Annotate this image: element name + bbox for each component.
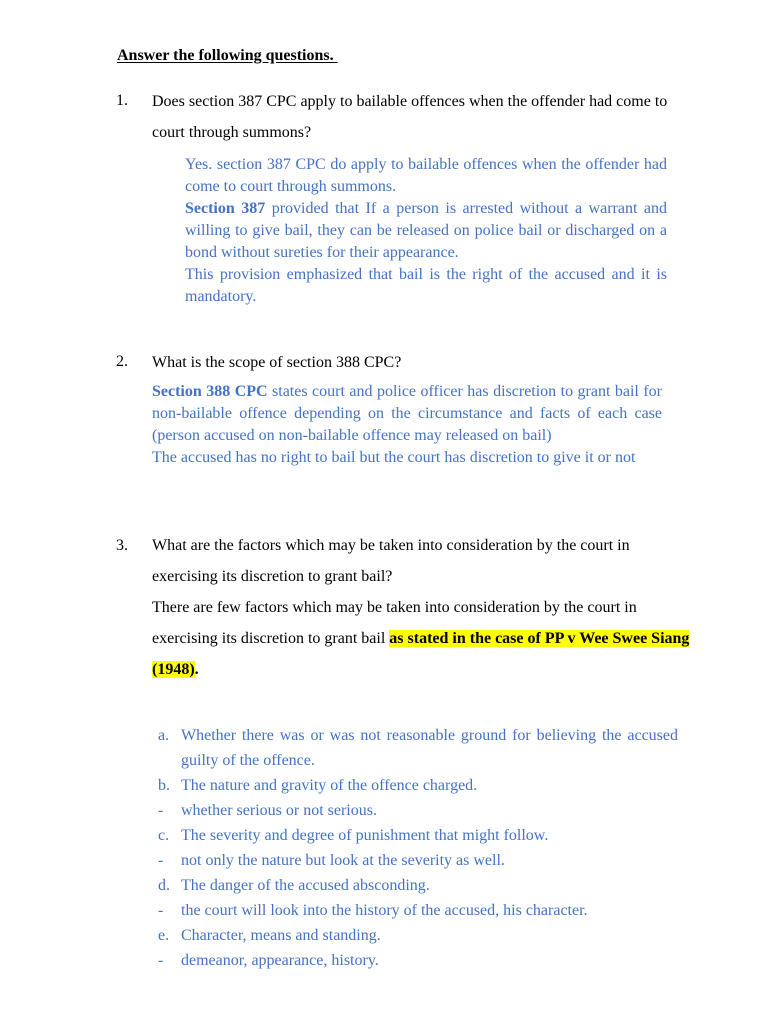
list-marker: c. — [158, 827, 170, 844]
list-item — [158, 798, 678, 823]
list-text: The danger of the accused absconding. — [181, 877, 430, 894]
list-text: whether serious or not serious. — [181, 802, 377, 819]
page-heading: Answer the following questions. — [117, 47, 338, 64]
list-text: Character, means and standing. — [181, 927, 381, 944]
question-1-number: 1. — [116, 92, 128, 109]
list-item — [158, 898, 678, 923]
list-item — [158, 948, 678, 973]
list-marker: b. — [158, 777, 170, 794]
answer-1 — [185, 154, 667, 308]
list-marker: - — [158, 802, 164, 819]
list-marker: e. — [158, 927, 170, 944]
list-text: demeanor, appearance, history. — [181, 952, 379, 969]
list-marker: - — [158, 902, 164, 919]
list-text: Whether there was or was not reasonable ground for believing the accused guilty of the offence. — [181, 727, 678, 769]
answer-1-line-2 — [185, 198, 667, 264]
list-item — [158, 823, 678, 848]
question-2-number: 2. — [116, 353, 128, 370]
list-text: the court will look into the history of the accused, his character. — [181, 902, 588, 919]
question-3-intro — [152, 592, 692, 685]
answer-1-text: provided that If a person is arrested without a warrant and willing to give bail, they can be released on police bail or discharged on a bond without sureties for their appearance. — [185, 200, 667, 261]
case-citation-highlight: as stated in the case of PP v Wee Swee Siang (1948) — [152, 630, 690, 678]
list-item — [158, 723, 678, 773]
list-item — [158, 873, 678, 898]
answer-2-line-2: The accused has no right to bail but the court has discretion to give it or not — [152, 449, 636, 466]
list-marker: - — [158, 852, 164, 869]
list-marker: - — [158, 952, 164, 969]
answer-1-bold: Section 387 — [185, 200, 266, 217]
list-text: The severity and degree of punishment that might follow. — [181, 827, 549, 844]
answer-1-line-3: This provision emphasized that bail is the right of the accused and it is mandatory. — [185, 266, 667, 305]
intro-text: There are few factors which may be taken into consideration by the court in exercising its discretion to grant bail — [152, 599, 637, 647]
answer-2-text: states court and police officer has discretion to grant bail for non-bailable offence depending on the circumstance and facts of each case (person accused on non-bailable offence may released on bail) — [152, 383, 662, 444]
list-item — [158, 773, 678, 798]
list-text: The nature and gravity of the offence charged. — [181, 777, 478, 794]
answer-2-bold: Section 388 CPC — [152, 383, 268, 400]
answer-1-line-1: Yes. section 387 CPC do apply to bailable offences when the offender had come to court through summons. — [185, 156, 667, 195]
question-1-text: Does section 387 CPC apply to bailable offences when the offender had come to court through summons? — [152, 93, 668, 141]
list-text: not only the nature but look at the severity as well. — [181, 852, 505, 869]
question-3-text: What are the factors which may be taken into consideration by the court in exercising its discretion to grant bail? — [152, 537, 630, 585]
question-3-number: 3. — [116, 537, 128, 554]
answer-2 — [152, 381, 662, 469]
list-marker: d. — [158, 877, 170, 894]
list-marker: a. — [158, 727, 170, 744]
intro-end: . — [194, 661, 199, 678]
question-2-text: What is the scope of section 388 CPC? — [152, 354, 402, 371]
factors-list — [158, 723, 678, 973]
list-item — [158, 848, 678, 873]
list-item — [158, 923, 678, 948]
answer-2-line-1 — [152, 381, 662, 447]
